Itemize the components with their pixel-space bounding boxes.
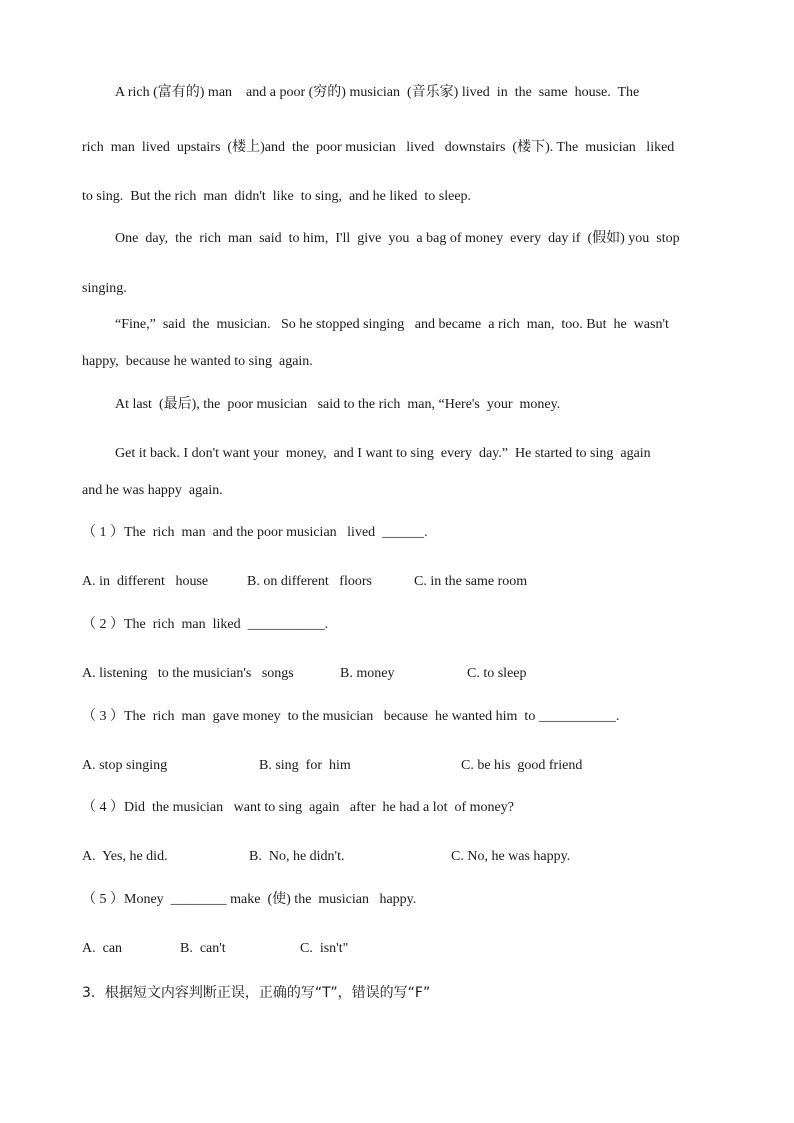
passage-line-5: singing. <box>82 281 127 296</box>
section-3-heading: 3．根据短文内容判断正误，正确的写“T”，错误的写“F” <box>82 985 431 1001</box>
question-5-option-c: C. isn't" <box>300 941 349 956</box>
passage-line-6: “Fine,” said the musician. So he stopped singing and became a rich man, too. But he wasn't <box>115 317 669 332</box>
question-2-option-a: A. listening to the musician's songs <box>82 666 294 681</box>
passage-line-1: A rich (富有的) man and a poor (穷的) musician (音乐家) lived in the same house. The <box>115 85 640 100</box>
question-4-stem: （ 4 ）Did the musician want to sing again after he had a lot of money? <box>82 800 514 815</box>
passage-line-10: and he was happy again. <box>82 483 223 498</box>
question-3-stem: （ 3 ）The rich man gave money to the musician because he wanted him to ___________. <box>82 709 620 724</box>
passage-line-3: to sing. But the rich man didn't like to sing, and he liked to sleep. <box>82 189 472 204</box>
question-2-option-b: B. money <box>340 666 395 681</box>
question-1-stem: （ 1 ）The rich man and the poor musician lived ______. <box>82 525 428 540</box>
passage-line-9: Get it back. I don't want your money, and I want to sing every day.” He started to sing again <box>115 446 651 461</box>
question-1-option-c: C. in the same room <box>414 574 528 589</box>
question-5-stem: （ 5 ）Money ________ make (使) the musician happy. <box>82 892 417 907</box>
question-3-option-b: B. sing for him <box>259 758 351 773</box>
passage-line-8: At last (最后), the poor musician said to the rich man, “Here's your money. <box>115 397 561 412</box>
question-4-option-a: A. Yes, he did. <box>82 849 168 864</box>
question-1-option-a: A. in different house <box>82 574 209 589</box>
question-4-option-b: B. No, he didn't. <box>249 849 345 864</box>
question-2-stem: （ 2 ）The rich man liked ___________. <box>82 617 329 632</box>
question-1-option-b: B. on different floors <box>247 574 372 589</box>
question-3-option-a: A. stop singing <box>82 758 168 773</box>
passage-line-4: One day, the rich man said to him, I'll give you a bag of money every day if (假如) you stop <box>115 231 680 246</box>
question-5-option-b: B. can't <box>180 941 226 956</box>
question-5-option-a: A. can <box>82 941 123 956</box>
passage-line-2: rich man lived upstairs (楼上)and the poor musician lived downstairs (楼下). The musician liked <box>82 140 675 155</box>
passage-line-7: happy, because he wanted to sing again. <box>82 354 313 369</box>
question-4-option-c: C. No, he was happy. <box>451 849 571 864</box>
question-3-option-c: C. be his good friend <box>461 758 583 773</box>
question-2-option-c: C. to sleep <box>467 666 527 681</box>
